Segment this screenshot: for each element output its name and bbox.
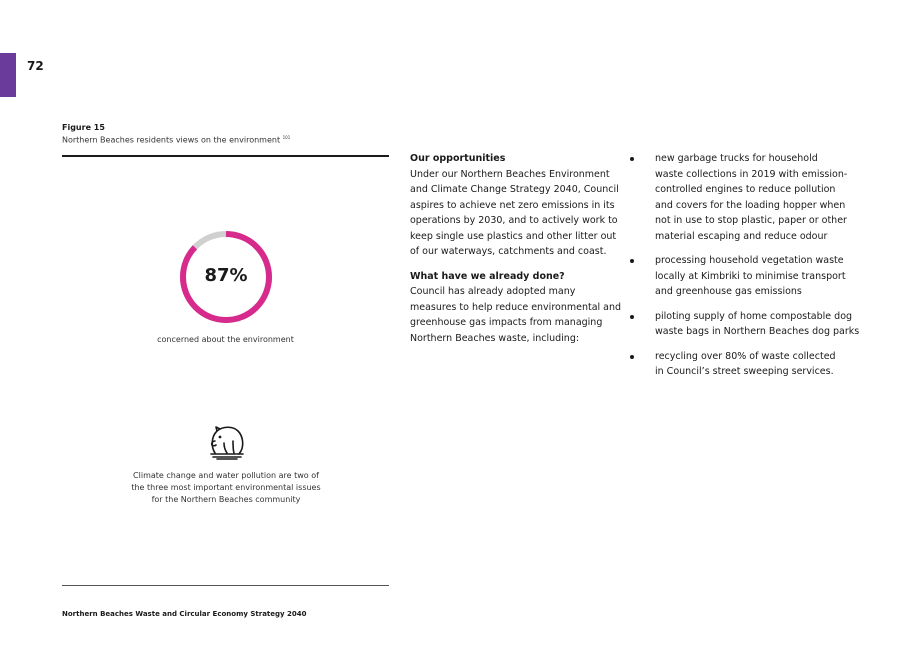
donut-value: 87% <box>204 265 248 286</box>
paragraph-line: and Climate Change Strategy 2040, Council <box>410 184 619 195</box>
paragraph-line: operations by 2030, and to actively work to <box>410 215 618 226</box>
figure-caption-reference: 101 <box>282 135 291 140</box>
measures-list <box>628 151 868 380</box>
list-item-line: recycling over 80% of waste collected <box>655 350 836 362</box>
list-item-line: and covers for the loading hopper when <box>655 199 846 211</box>
polar-bear-icon <box>207 423 247 463</box>
figure-label: Figure 15 <box>62 123 105 132</box>
list-item-line: in Council’s street sweeping services. <box>655 366 834 377</box>
paragraph-line: aspires to achieve net zero emissions in its <box>410 199 615 211</box>
paragraph-line: keep single use plastics and other litter out <box>410 230 617 242</box>
already-done-heading: What have we already done? <box>410 270 565 282</box>
paragraph-line: Northern Beaches waste, including: <box>410 332 580 344</box>
figure-caption-text: Northern Beaches residents views on the environment <box>62 135 281 145</box>
page-tab-marker <box>0 53 16 97</box>
footer-rule <box>62 585 389 586</box>
opportunities-column <box>410 151 625 346</box>
measures-column <box>628 151 868 389</box>
list-item <box>628 253 868 300</box>
opportunities-paragraph <box>410 167 625 260</box>
donut-caption: concerned about the environment <box>157 335 294 344</box>
figure-top-rule <box>62 155 389 157</box>
environment-issues-statement <box>126 470 326 506</box>
list-item <box>628 309 868 340</box>
page-number: 72 <box>27 59 44 73</box>
list-item <box>628 151 868 244</box>
statement-line: the three most important environmental issues <box>131 483 321 492</box>
list-item-line: not in use to stop plastic, paper or other <box>655 215 847 226</box>
paragraph-line: greenhouse gas impacts from managing <box>410 317 603 328</box>
list-item-line: new garbage trucks for household <box>655 153 818 164</box>
list-item-line: waste bags in Northern Beaches dog parks <box>655 326 860 337</box>
paragraph-line: Under our Northern Beaches Environment <box>410 168 610 180</box>
paragraph-line: measures to help reduce environmental and <box>410 301 622 313</box>
already-done-paragraph <box>410 284 625 346</box>
figure-caption <box>62 135 290 145</box>
list-item-line: material escaping and reduce odour <box>655 230 828 242</box>
statement-line: for the Northern Beaches community <box>151 495 301 504</box>
opportunities-heading: Our opportunities <box>410 153 506 164</box>
list-item-line: locally at Kimbriki to minimise transport <box>655 270 846 282</box>
paragraph-line: of our waterways, catchments and coast. <box>410 246 607 257</box>
list-item-line: piloting supply of home compostable dog <box>655 310 853 322</box>
list-item-line: and greenhouse gas emissions <box>655 286 802 297</box>
list-item-line: controlled engines to reduce pollution <box>655 184 836 195</box>
list-item-line: waste collections in 2019 with emission- <box>655 168 848 180</box>
paragraph-line: Council has already adopted many <box>410 286 576 297</box>
list-item-line: processing household vegetation waste <box>655 255 844 266</box>
statement-line: Climate change and water pollution are two of <box>133 471 319 480</box>
list-item <box>628 349 868 380</box>
document-footer: Northern Beaches Waste and Circular Economy Strategy 2040 <box>62 610 307 618</box>
